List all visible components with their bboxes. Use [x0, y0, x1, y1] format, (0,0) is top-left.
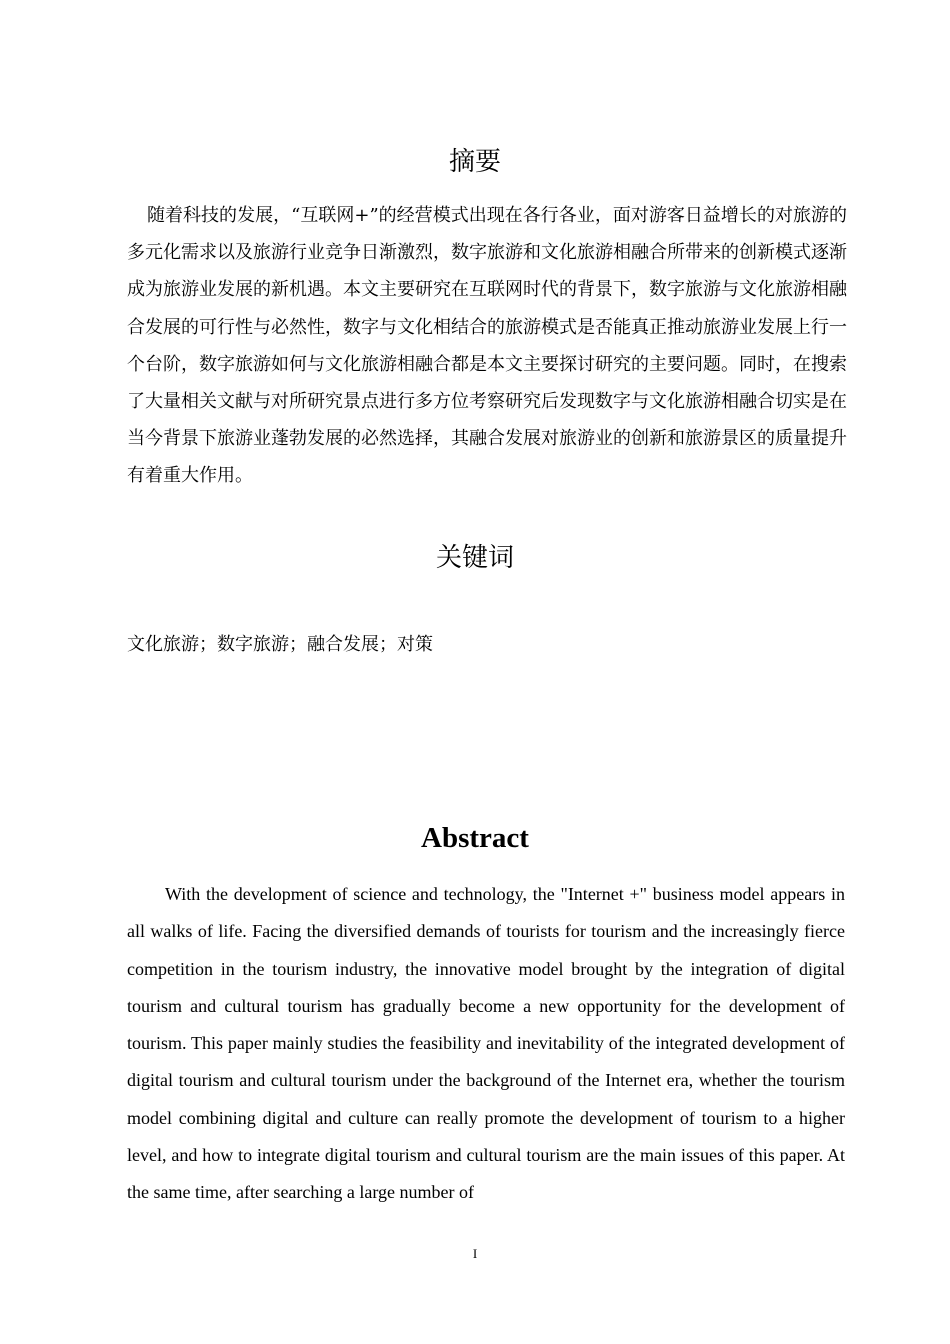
english-abstract-title: Abstract — [421, 822, 529, 854]
chinese-abstract-title: 摘要 — [448, 147, 501, 177]
keywords-text: 文化旅游；数字旅游；融合发展；对策 — [127, 634, 433, 655]
chinese-abstract-text: 随着科技的发展，“互联网+”的经营模式出现在各行各业，面对游客日益增长的对旅游的多元化需求以及旅游行业竞争日渐激烈，数字旅游和文化旅游相融合所带来的创新模式逐渐成为旅游业发展的新机遇。本文主要研究在互联网时代的背景下，数字旅游与文化旅游相融合发展的可行性与必然性，数字与文化相结合的旅游模式是否能真正推动旅游业发展上行一个台阶，数字旅游如何与文化旅游相融合都是本文主要探讨研究的主要问题。同时，在搜索了大量相关文献与对所研究景点进行多方位考察研究后发现数字与文化旅游相融合切实是在当今背景下旅游业蓬勃发展的必然选择，其融合发展对旅游业的创新和旅游景区的质量提升有着重大作用。 — [127, 205, 847, 487]
keywords-title: 关键词 — [435, 543, 514, 573]
page-number: I — [472, 1246, 478, 1261]
english-abstract-text: With the development of science and technology, the "Internet +" business model appears in all walks of life. Facing the diversified demands of tourists for tourism and the increasingly fierce competition in the tourism industry, the innovative model brought by the integration of digital tourism and cultural tourism has gradually become a new opportunity for the development of tourism. This paper mainly studies the feasibility and inevitability of the integrated development of digital tourism and cultural tourism under the background of the Internet era, whether the tourism model combining digital and culture can really promote the development of tourism to a higher level, and how to integrate digital tourism and cultural tourism are the main issues of this paper. At the same time, after searching a large number of — [127, 884, 845, 1203]
